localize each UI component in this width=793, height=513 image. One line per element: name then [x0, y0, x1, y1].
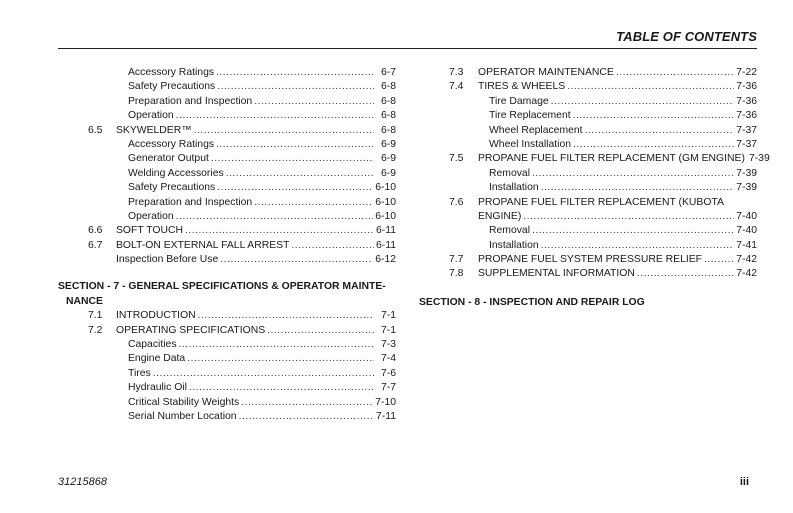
toc-entry-label: Removal — [489, 167, 530, 179]
toc-entry[interactable] — [419, 239, 757, 253]
toc-entry[interactable] — [58, 95, 396, 109]
toc-entry-body — [128, 410, 396, 424]
toc-entry-body — [489, 109, 757, 123]
toc-entry-body — [489, 167, 757, 181]
dot-leader — [267, 324, 374, 338]
toc-entry-label: OPERATOR MAINTENANCE — [478, 67, 614, 78]
toc-entry-body — [489, 181, 757, 195]
toc-entry-page: 7-41 — [736, 239, 757, 251]
toc-entry-page: 6-9 — [380, 153, 396, 165]
dot-leader — [241, 396, 373, 410]
toc-entry[interactable] — [58, 324, 396, 338]
toc-right-column — [419, 66, 770, 310]
toc-entry-label: Serial Number Location — [128, 411, 237, 423]
toc-entry[interactable] — [419, 181, 757, 195]
toc-entry-label: Accessory Ratings — [128, 67, 215, 78]
toc-entry[interactable] — [419, 95, 757, 109]
toc-entry-page: 6-8 — [380, 81, 396, 93]
toc-entry-body — [116, 224, 396, 238]
toc-entry-label: Wheel Replacement — [489, 124, 583, 136]
toc-entry-body — [128, 396, 396, 410]
dot-leader — [573, 138, 734, 152]
toc-entry-body — [478, 66, 757, 80]
dot-leader — [194, 124, 374, 138]
toc-entry[interactable] — [58, 352, 396, 366]
page-title: TABLE OF CONTENTS — [616, 29, 757, 44]
toc-entry-body — [478, 267, 757, 281]
toc-entry-number: 7.2 — [88, 324, 103, 336]
toc-entry-label: Preparation and Inspection — [128, 95, 253, 107]
dot-leader — [254, 196, 373, 210]
toc-entry-page: 6-11 — [375, 225, 396, 237]
toc-entry[interactable] — [419, 224, 757, 238]
toc-entry-label: Critical Stability Weights — [128, 396, 240, 408]
toc-entry[interactable] — [58, 367, 396, 381]
toc-entry-body — [128, 138, 396, 152]
toc-entry[interactable] — [419, 167, 757, 181]
toc-entry-label: Wheel Installation — [489, 138, 572, 150]
toc-entry-body — [128, 66, 396, 80]
dot-leader — [153, 367, 374, 381]
dot-leader — [216, 66, 374, 80]
toc-entry-label: Hydraulic Oil — [128, 382, 187, 394]
toc-entry-body — [128, 95, 396, 109]
toc-entry-page: 7-7 — [380, 382, 396, 394]
dot-leader — [216, 138, 374, 152]
toc-entry[interactable] — [419, 138, 757, 152]
toc-entry-body — [128, 167, 396, 181]
toc-entry-page: 7-39 — [736, 167, 757, 179]
toc-entry-body — [128, 152, 396, 166]
toc-group-section6 — [58, 66, 396, 267]
toc-entry-number: 7.4 — [449, 81, 464, 93]
toc-entry-page: 7-22 — [736, 67, 757, 78]
toc-entry-body — [478, 152, 770, 166]
toc-entry-body — [128, 338, 396, 352]
toc-entry-body — [116, 124, 396, 138]
toc-entry-body — [128, 352, 396, 366]
toc-entry[interactable] — [58, 66, 396, 80]
toc-entry-page: 7-36 — [736, 81, 757, 93]
dot-leader — [704, 253, 734, 267]
toc-entry-number: 7.8 — [449, 268, 464, 280]
toc-entry-number: 7.6 — [449, 196, 464, 208]
toc-entry-label: Safety Precautions — [128, 81, 216, 93]
toc-entry-label: Installation — [489, 182, 539, 194]
toc-entry-body — [478, 80, 757, 94]
toc-entry-label: Operation — [128, 110, 174, 122]
dot-leader — [541, 239, 735, 253]
toc-group-section7 — [58, 309, 396, 424]
toc-entry-page: 6-8 — [380, 95, 396, 107]
toc-entry[interactable] — [419, 109, 757, 123]
toc-entry-body — [128, 210, 396, 224]
toc-entry-page: 7-1 — [380, 310, 396, 322]
toc-entry-page: 7-6 — [380, 367, 396, 379]
toc-entry-page: 6-10 — [375, 210, 396, 222]
toc-entry[interactable] — [58, 239, 396, 253]
toc-entry-label: Engine Data — [128, 353, 186, 365]
toc-entry[interactable] — [58, 138, 396, 152]
toc-entry[interactable] — [58, 253, 396, 267]
toc-entry[interactable] — [58, 309, 396, 323]
dot-leader — [573, 109, 735, 123]
toc-entry-body — [128, 80, 396, 94]
toc-entry-page: 7-42 — [736, 268, 757, 280]
toc-entry-page: 7-40 — [736, 210, 757, 222]
toc-entry[interactable] — [58, 224, 396, 238]
toc-entry-label: Removal — [489, 225, 530, 237]
dot-leader — [637, 267, 734, 281]
toc-entry-page: 6-7 — [380, 67, 396, 78]
toc-entry-7-6[interactable] — [419, 196, 757, 210]
toc-entry-label: Tires — [128, 367, 151, 379]
toc-entry[interactable] — [58, 196, 396, 210]
toc-entry[interactable] — [58, 167, 396, 181]
toc-entry-page: 7-3 — [380, 339, 396, 351]
dot-leader — [179, 338, 374, 352]
toc-entry-label: Safety Precautions — [128, 182, 216, 194]
dot-leader — [585, 124, 735, 138]
toc-entry-body — [478, 210, 757, 224]
toc-entry-label: ENGINE) — [478, 210, 522, 222]
toc-entry[interactable] — [419, 80, 757, 94]
dot-leader — [567, 80, 734, 94]
toc-entry-number: 6.5 — [88, 124, 103, 136]
toc-entry-label: Generator Output — [128, 153, 209, 165]
dot-leader — [217, 80, 374, 94]
toc-entry-body — [489, 239, 757, 253]
toc-entry-label: Preparation and Inspection — [128, 196, 253, 208]
toc-entry[interactable] — [419, 152, 770, 166]
toc-group-section7-cont2 — [419, 210, 757, 282]
section-7-heading-line1: SECTION - 7 - GENERAL SPECIFICATIONS & OPERATOR MAINTE- — [58, 281, 386, 293]
toc-entry-number: 6.7 — [88, 239, 103, 251]
toc-entry-label: INTRODUCTION — [116, 310, 196, 322]
dot-leader — [616, 66, 734, 80]
toc-entry-page: 6-9 — [380, 138, 396, 150]
dot-leader — [198, 309, 374, 323]
dot-leader — [254, 95, 374, 109]
toc-entry-page: 6-11 — [375, 239, 396, 251]
section-8-heading[interactable] — [419, 296, 757, 310]
doc-number: 31215868 — [58, 476, 107, 488]
toc-entry-body — [128, 381, 396, 395]
toc-entry-label: PROPANE FUEL SYSTEM PRESSURE RELIEF — [478, 254, 703, 266]
toc-entry[interactable] — [419, 66, 757, 80]
toc-entry-body — [489, 95, 757, 109]
toc-entry-number: 7.3 — [449, 67, 464, 78]
toc-entry-label: Accessory Ratings — [128, 138, 215, 150]
dot-leader — [189, 381, 374, 395]
toc-entry-page: 7-39 — [748, 153, 770, 165]
toc-entry[interactable] — [58, 381, 396, 395]
toc-entry[interactable] — [58, 338, 396, 352]
toc-entry-page: 6-10 — [375, 182, 396, 194]
dot-leader — [532, 224, 734, 238]
dot-leader — [226, 167, 374, 181]
toc-entry-label: OPERATING SPECIFICATIONS — [116, 324, 266, 336]
toc-entry-body — [478, 253, 757, 267]
toc-group-section7-cont — [419, 66, 770, 196]
toc-entry-body — [116, 324, 396, 338]
toc-entry-body — [489, 138, 757, 152]
section-8-heading-text: SECTION - 8 - INSPECTION AND REPAIR LOG — [419, 296, 645, 308]
dot-leader — [532, 167, 734, 181]
toc-entry[interactable] — [58, 109, 396, 123]
toc-entry-body — [489, 124, 757, 138]
toc-entry-body — [116, 309, 396, 323]
toc-entry-label: PROPANE FUEL FILTER REPLACEMENT (KUBOTA — [478, 196, 724, 208]
toc-entry-body — [116, 253, 396, 267]
toc-entry-label: Capacities — [128, 339, 177, 351]
toc-entry-body — [128, 196, 396, 210]
toc-entry-label: BOLT-ON EXTERNAL FALL ARREST — [116, 239, 290, 251]
toc-entry-page: 6-8 — [380, 124, 396, 136]
toc-entry-page: 6-10 — [375, 196, 396, 208]
toc-entry-number: 7.1 — [88, 310, 103, 322]
dot-leader — [185, 224, 374, 238]
toc-entry-page: 7-40 — [736, 225, 757, 237]
toc-entry[interactable] — [58, 410, 396, 424]
dot-leader — [217, 181, 373, 195]
toc-entry-label: PROPANE FUEL FILTER REPLACEMENT (GM ENGINE) — [478, 153, 745, 165]
toc-entry-body — [128, 181, 396, 195]
toc-entry-number: 7.7 — [449, 254, 464, 266]
toc-left-column — [58, 66, 396, 424]
dot-leader — [291, 239, 374, 253]
toc-entry-number: 7.5 — [449, 153, 464, 165]
toc-entry-page: 6-9 — [380, 167, 396, 179]
header-rule — [58, 48, 757, 49]
toc-entry[interactable] — [419, 253, 757, 267]
section-7-heading[interactable] — [58, 280, 396, 309]
toc-entry-page: 7-10 — [375, 396, 396, 408]
dot-leader — [176, 210, 374, 224]
toc-entry-body — [128, 109, 396, 123]
toc-entry[interactable] — [419, 210, 757, 224]
toc-entry[interactable] — [58, 396, 396, 410]
dot-leader — [187, 352, 374, 366]
toc-entry-label: SOFT TOUCH — [116, 225, 183, 237]
toc-entry-label: Tire Damage — [489, 95, 549, 107]
dot-leader — [176, 109, 374, 123]
toc-entry-page: 7-39 — [736, 182, 757, 194]
dot-leader — [211, 152, 374, 166]
toc-entry-page: 7-36 — [736, 95, 757, 107]
toc-entry-page: 7-37 — [736, 138, 757, 150]
dot-leader — [523, 210, 734, 224]
toc-entry[interactable] — [58, 80, 396, 94]
toc-entry-label: SKYWELDER™ — [116, 124, 192, 136]
toc-entry[interactable] — [419, 124, 757, 138]
toc-entry[interactable] — [58, 152, 396, 166]
toc-entry-label: Installation — [489, 239, 539, 251]
page-number: iii — [739, 476, 749, 488]
toc-entry-page: 7-1 — [380, 324, 396, 336]
toc-entry[interactable] — [58, 181, 396, 195]
toc-entry-number: 6.6 — [88, 225, 103, 237]
toc-entry-page: 7-42 — [736, 254, 757, 266]
toc-entry-label: Operation — [128, 210, 174, 222]
dot-leader — [541, 181, 735, 195]
toc-entry[interactable] — [58, 124, 396, 138]
toc-entry-label: TIRES & WHEELS — [478, 81, 566, 93]
toc-entry-label: SUPPLEMENTAL INFORMATION — [478, 268, 635, 280]
dot-leader — [551, 95, 735, 109]
toc-entry-label: Inspection Before Use — [116, 254, 219, 266]
toc-entry-label: Welding Accessories — [128, 167, 224, 179]
toc-entry-page: 7-11 — [375, 411, 396, 423]
toc-entry-page: 6-8 — [380, 110, 396, 122]
toc-entry-page: 7-36 — [736, 110, 757, 122]
toc-entry-page: 6-12 — [375, 254, 396, 266]
dot-leader — [239, 410, 374, 424]
section-7-heading-line2: NANCE — [66, 295, 103, 307]
dot-leader — [220, 253, 373, 267]
toc-entry-body — [116, 239, 396, 253]
toc-entry[interactable] — [419, 267, 757, 281]
toc-entry-body — [489, 224, 757, 238]
toc-entry-page: 7-4 — [380, 353, 396, 365]
toc-entry-body — [128, 367, 396, 381]
toc-entry-page: 7-37 — [736, 124, 757, 136]
toc-entry-label: Tire Replacement — [489, 110, 571, 122]
toc-entry[interactable] — [58, 210, 396, 224]
